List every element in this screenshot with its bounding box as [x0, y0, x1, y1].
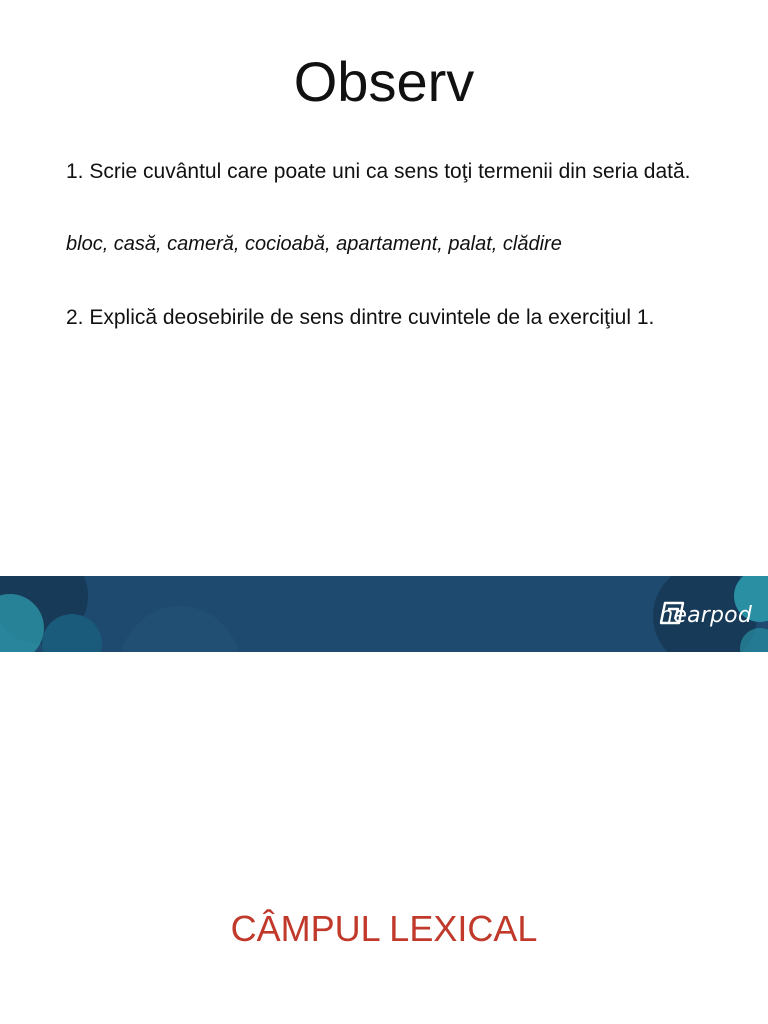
- question-2: 2. Explică deosebirile de sens dintre cuvintele de la exerciţiul 1.: [66, 306, 655, 329]
- nearpod-logo-icon: [659, 600, 685, 626]
- decor-circle-faint: [120, 606, 240, 652]
- nearpod-logo-text: nearpod: [659, 602, 752, 628]
- banner-decoration: [0, 576, 768, 652]
- word-series: bloc, casă, cameră, cocioabă, apartament, palat, clădire: [66, 233, 562, 255]
- nearpod-logo: [659, 600, 752, 630]
- nearpod-banner: [0, 576, 768, 652]
- next-slide-title: CÂMPUL LEXICAL: [230, 908, 538, 949]
- question-1: 1. Scrie cuvântul care poate uni ca sens toţi termenii din seria dată.: [66, 160, 691, 183]
- next-slide: [0, 652, 768, 1024]
- slide-title: Observ: [293, 50, 475, 113]
